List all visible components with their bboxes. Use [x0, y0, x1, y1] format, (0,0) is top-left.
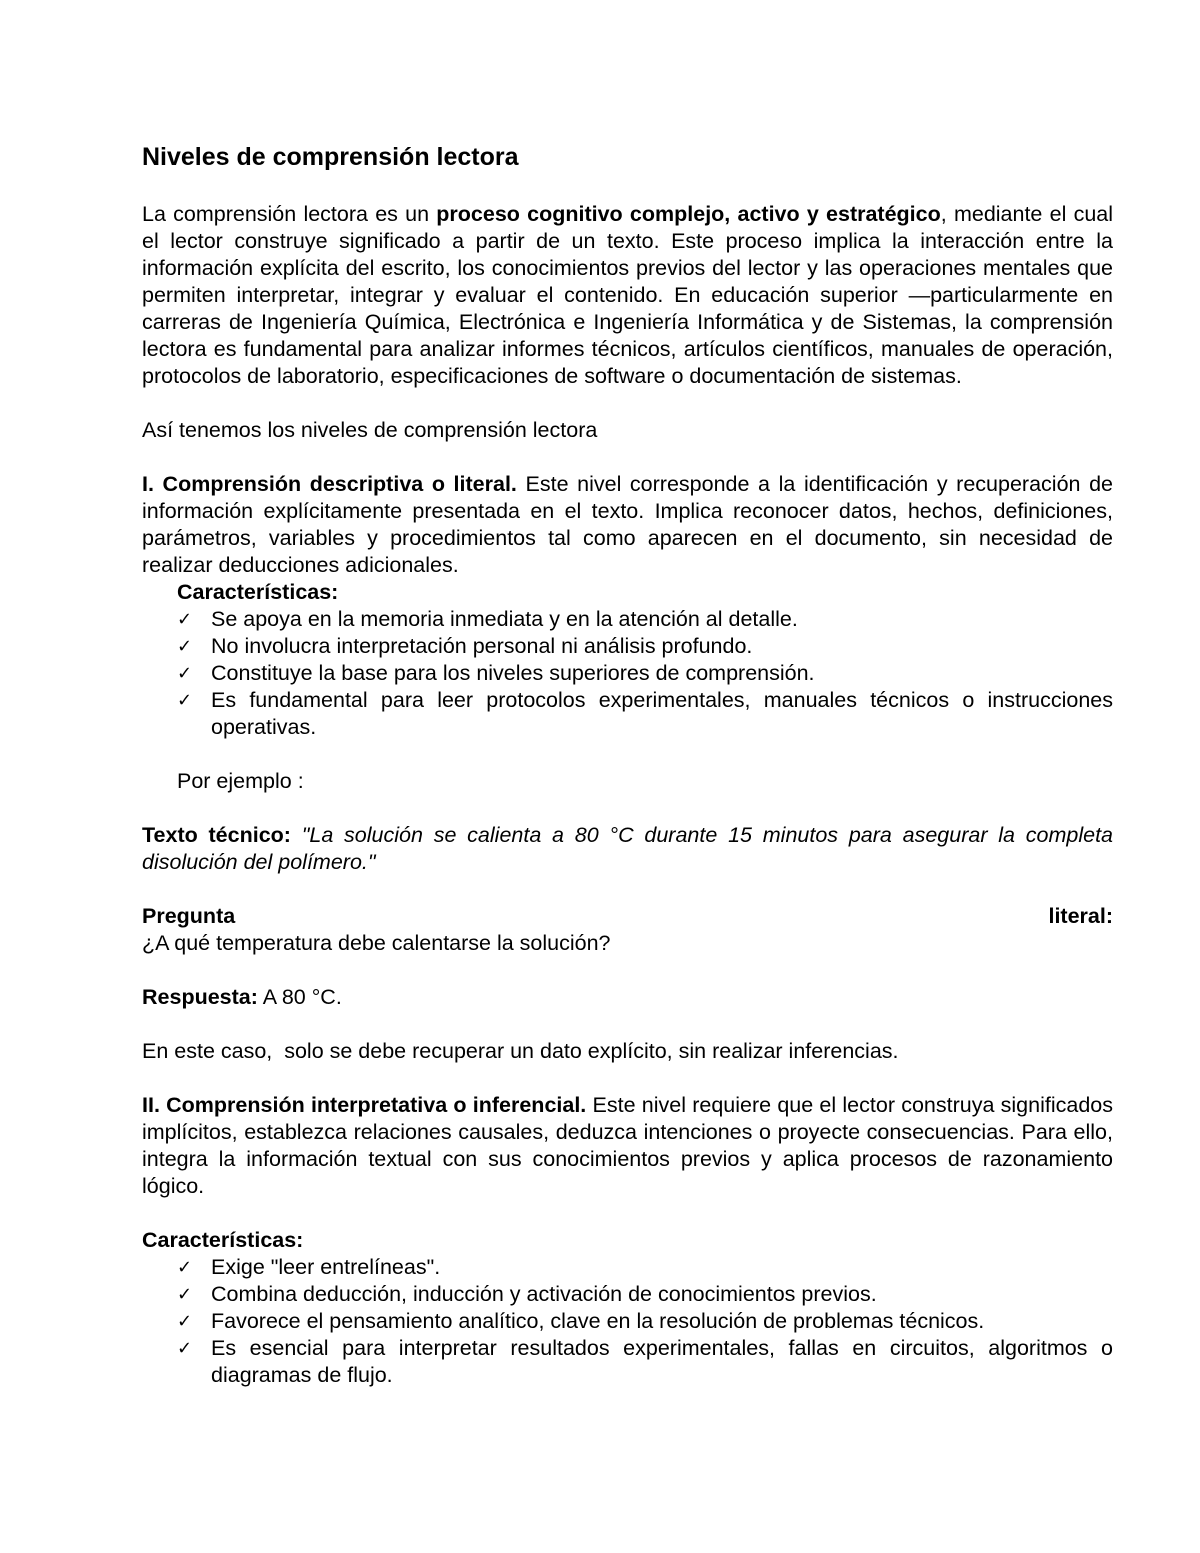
technical-text-label: Texto técnico:: [142, 823, 291, 847]
check-icon: ✓: [177, 1257, 193, 1277]
list-item: ✓ Constituye la base para los niveles superiores de comprensión.: [177, 661, 815, 685]
level2-text: Este nivel requiere que el lector construya significados implícitos, establezca relaciones causales, deduzca intenciones o proyecte consecuencias. Para ello, integra la información textual con sus conocimientos previos y aplica procesos de razonamiento lógico.: [142, 1093, 1113, 1198]
list-item: ✓ Es esencial para interpretar resultados experimentales, fallas en circuitos, algoritmos o diagramas de flujo.: [177, 1336, 1113, 1387]
list-item: ✓ Se apoya en la memoria inmediata y en la atención al detalle.: [177, 607, 798, 631]
technical-text: [142, 822, 1113, 876]
level1-text: Este nivel corresponde a la identificación y recuperación de información explícitamente presentada en el texto. Implica reconocer datos, hechos, definiciones, parámetros, variables y procedimientos tal como aparecen en el documento, sin necesidad de realizar deducciones adicionales.: [142, 472, 1113, 577]
example-label: Por ejemplo :: [177, 769, 304, 793]
level1-paragraph: [142, 471, 1113, 579]
check-icon: ✓: [177, 636, 193, 656]
level2-paragraph: [142, 1092, 1113, 1200]
check-icon: ✓: [177, 609, 193, 629]
technical-text-quote: "La solución se calienta a 80 °C durante 15 minutos para asegurar la completa disolución del polímero.": [142, 823, 1113, 874]
level2-features-label: Características:: [142, 1228, 304, 1252]
check-icon: ✓: [177, 1338, 193, 1358]
level1-feature-list: [142, 606, 1113, 741]
document-content: [142, 142, 1113, 1389]
answer-text: A 80 °C.: [257, 985, 342, 1009]
level1-features-label: Características:: [177, 580, 339, 604]
answer-label: Respuesta:: [142, 985, 258, 1009]
question-label: Pregunta literal:: [142, 904, 1113, 928]
intro-paragraph: [142, 201, 1113, 390]
list-item: ✓ Combina deducción, inducción y activación de conocimientos previos.: [177, 1282, 877, 1306]
check-icon: ✓: [177, 690, 193, 710]
list-item: ✓ Favorece el pensamiento analítico, clave en la resolución de problemas técnicos.: [177, 1309, 985, 1333]
check-icon: ✓: [177, 1311, 193, 1331]
answer: [142, 984, 1113, 1011]
question-text: ¿A qué temperatura debe calentarse la solución?: [142, 931, 611, 955]
levels-intro: Así tenemos los niveles de comprensión lectora: [142, 418, 598, 442]
level2-heading: II. Comprensión interpretativa o inferencial.: [142, 1093, 587, 1117]
list-item: ✓ No involucra interpretación personal ni análisis profundo.: [177, 634, 753, 658]
check-icon: ✓: [177, 1284, 193, 1304]
list-item: ✓ Exige "leer entrelíneas".: [177, 1255, 441, 1279]
page-title: Niveles de comprensión lectora: [142, 143, 519, 171]
level1-conclusion: En este caso, solo se debe recuperar un dato explícito, sin realizar inferencias.: [142, 1039, 899, 1063]
level2-feature-list: [142, 1254, 1113, 1389]
intro-text-after: , mediante el cual el lector construye significado a partir de un texto. Este proceso implica la interacción entre la información explícita del escrito, los conocimientos previos del lector y las operaciones mentales que permiten interpretar, integrar y evaluar el contenido. En educación superior —particularmente en carreras de Ingeniería Química, Electrónica e Ingeniería Informática y de Sistemas, la comprensión lectora es fundamental para analizar informes técnicos, artículos científicos, manuales de operación, protocolos de laboratorio, especificaciones de software o documentación de sistemas.: [142, 202, 1114, 388]
level1-heading: I. Comprensión descriptiva o literal.: [142, 472, 517, 496]
check-icon: ✓: [177, 663, 193, 683]
list-item: ✓ Es fundamental para leer protocolos experimentales, manuales técnicos o instrucciones operativas.: [177, 688, 1113, 739]
intro-bold-text: proceso cognitivo complejo, activo y estratégico: [436, 202, 941, 226]
intro-text-before: La comprensión lectora es un: [142, 202, 437, 226]
